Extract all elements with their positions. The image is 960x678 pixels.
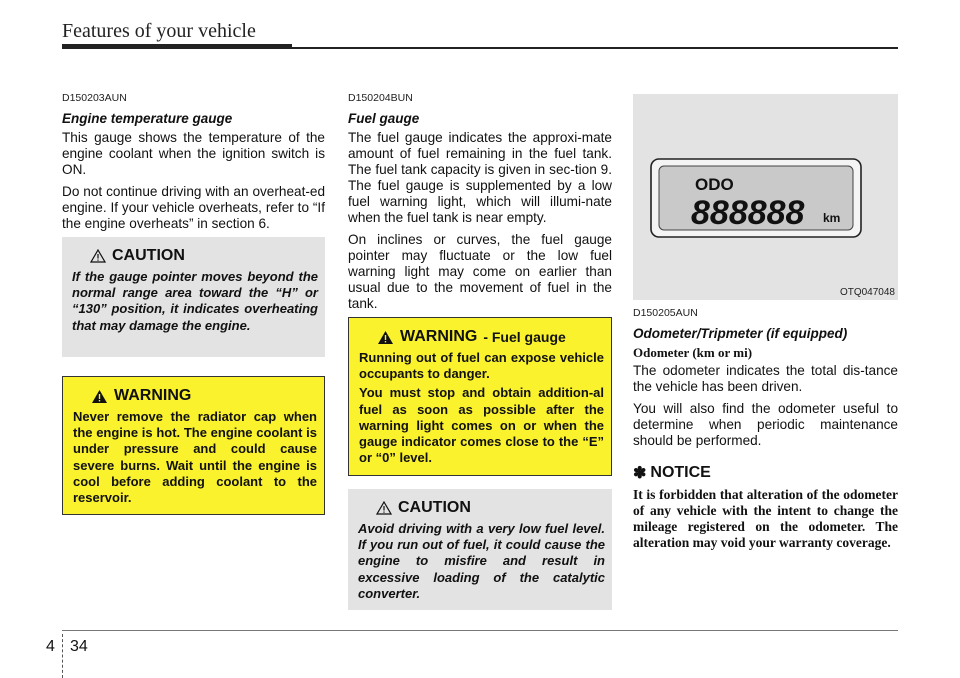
warning-triangle-icon	[91, 389, 108, 404]
footer-divider	[62, 634, 64, 678]
warning-label: WARNING	[400, 328, 478, 345]
section-number: 4	[46, 638, 55, 655]
paragraph: On inclines or curves, the fuel gauge pointer may fluctuate or the low fuel warning light may come on earlier than usual due to the movement of fuel in the tank.	[348, 232, 612, 311]
caution-label: CAUTION	[112, 247, 185, 264]
column-fuel-gauge	[348, 92, 612, 318]
page-number: 34	[70, 638, 88, 655]
footer-rule	[62, 630, 898, 631]
warning-text: You must stop and obtain addition-al fuel as soon as possible after the warning light comes on or when the gauge indicator comes close to the “E” or “0” level.	[359, 385, 604, 466]
caution-text: Avoid driving with a very low fuel level. If you run out of fuel, it could cause the engine to misfire and result in excessive loading of the catalytic converter.	[358, 521, 605, 601]
header-rule	[292, 47, 898, 49]
section-code: D150205AUN	[633, 307, 698, 319]
section-subtitle: Odometer (km or mi)	[633, 345, 753, 360]
odo-digits: 888888	[691, 194, 805, 232]
notice-header	[633, 463, 898, 483]
notice-text: It is forbidden that alteration of the odometer of any vehicle with the intent to change the mileage registered on the odometer. The alteration may void your warranty coverage.	[633, 487, 898, 550]
warning-header	[91, 387, 317, 405]
odo-label: ODO	[695, 175, 734, 194]
warning-text: Running out of fuel can expose vehicle occupants to danger.	[359, 350, 604, 382]
column-odometer	[633, 307, 898, 551]
paragraph: Do not continue driving with an overheat-ed engine. If your vehicle overheats, refer to “If the engine overheats” in section 6.	[62, 184, 325, 231]
notice-symbol-icon: ✽	[633, 465, 647, 482]
section-title: Fuel gauge	[348, 111, 420, 126]
figure-caption: OTQ047048	[839, 287, 895, 298]
header-bar	[62, 44, 292, 49]
column-engine-temperature	[62, 92, 325, 238]
caution-label: CAUTION	[398, 499, 471, 516]
caution-triangle-icon	[90, 249, 106, 263]
odo-unit: km	[823, 211, 841, 225]
warning-sublabel: - Fuel gauge	[483, 329, 566, 345]
section-code: D150203AUN	[62, 92, 127, 104]
page-header-title: Features of your vehicle	[62, 20, 256, 42]
warning-text: Never remove the radiator cap when the engine is hot. The engine coolant is under pressure and could cause severe burns. Wait until the engine is cool before adding coolant to the reservoir.	[73, 409, 317, 506]
notice-label: NOTICE	[650, 464, 711, 481]
caution-box-fuel	[348, 489, 612, 610]
section-title: Odometer/Tripmeter (if equipped)	[633, 326, 848, 341]
caution-text: If the gauge pointer moves beyond the normal range area toward the “H” or “130” position, it indicates overheating that may damage the engine.	[72, 269, 318, 333]
paragraph: You will also find the odometer useful to determine when periodic maintenance should be performed.	[633, 401, 898, 448]
caution-box-engine	[62, 237, 325, 357]
warning-box-fuel	[348, 317, 612, 476]
caution-triangle-icon	[376, 501, 392, 515]
warning-header	[377, 328, 604, 346]
caution-header	[376, 499, 605, 517]
caution-header	[90, 247, 318, 265]
warning-triangle-icon	[377, 330, 394, 345]
warning-box-radiator	[62, 376, 325, 515]
odometer-figure	[633, 94, 898, 300]
odometer-display-illustration	[633, 94, 898, 300]
paragraph: The fuel gauge indicates the approxi-mate amount of fuel remaining in the fuel tank. The fuel tank capacity is given in sec-tion 9. The fuel gauge is supplemented by a low fuel warning light, which will illumi-nate when the fuel tank is near empty.	[348, 130, 612, 225]
section-title: Engine temperature gauge	[62, 111, 233, 126]
section-code: D150204BUN	[348, 92, 413, 104]
paragraph: The odometer indicates the total dis-tance the vehicle has been driven.	[633, 363, 898, 394]
paragraph: This gauge shows the temperature of the engine coolant when the ignition switch is ON.	[62, 130, 325, 177]
warning-label: WARNING	[114, 387, 192, 404]
